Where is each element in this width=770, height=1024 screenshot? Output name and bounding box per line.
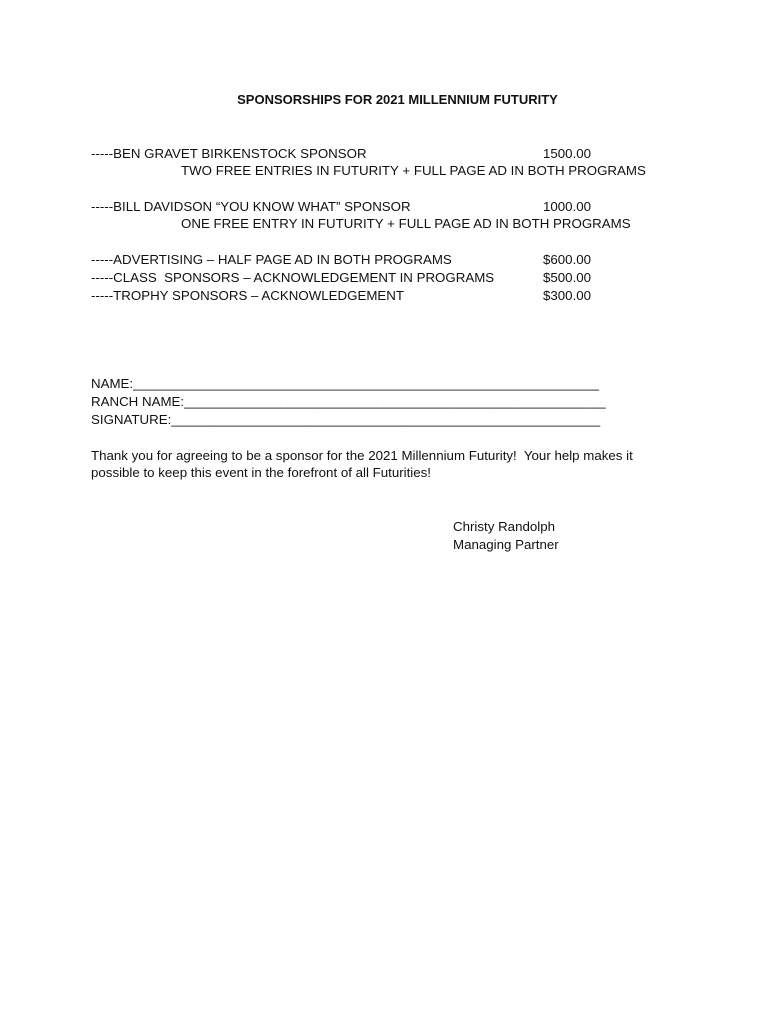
- item-amount: $500.00: [543, 270, 592, 285]
- ranch-name-label: RANCH NAME:: [91, 394, 185, 409]
- item-label: -----TROPHY SPONSORS – ACKNOWLEDGEMENT: [91, 288, 405, 303]
- name-line: _______________________________________________________________: [133, 376, 600, 391]
- signer-name: Christy Randolph: [453, 519, 555, 534]
- item-label: -----ADVERTISING – HALF PAGE AD IN BOTH PROGRAMS: [91, 252, 452, 267]
- thank-you-text: possible to keep this event in the forefront of all Futurities!: [91, 465, 431, 480]
- ranch-name-field[interactable]: [91, 393, 606, 411]
- sponsorship-amount: 1000.00: [543, 199, 592, 214]
- name-field[interactable]: [91, 375, 599, 393]
- signature-field[interactable]: [91, 411, 600, 429]
- sponsorship-label: -----BEN GRAVET BIRKENSTOCK SPONSOR: [91, 146, 367, 161]
- sponsorship-amount: 1500.00: [543, 146, 592, 161]
- item-amount: $300.00: [543, 288, 592, 303]
- signature-label: SIGNATURE:: [91, 412, 172, 427]
- item-label: -----CLASS SPONSORS – ACKNOWLEDGEMENT IN PROGRAMS: [91, 270, 495, 285]
- signer-title: Managing Partner: [453, 537, 559, 552]
- thank-you-text: Thank you for agreeing to be a sponsor for the 2021 Millennium Futurity! Your help makes it: [91, 448, 633, 463]
- name-label: NAME:: [91, 376, 134, 391]
- signature-line: __________________________________________________________: [171, 412, 601, 427]
- sponsorship-detail: ONE FREE ENTRY IN FUTURITY + FULL PAGE AD IN BOTH PROGRAMS: [181, 216, 631, 231]
- sponsorship-detail: TWO FREE ENTRIES IN FUTURITY + FULL PAGE AD IN BOTH PROGRAMS: [181, 163, 646, 178]
- page-title: SPONSORSHIPS FOR 2021 MILLENNIUM FUTURITY: [237, 92, 558, 107]
- sponsorship-label: -----BILL DAVIDSON “YOU KNOW WHAT” SPONSOR: [91, 199, 411, 214]
- ranch-name-line: _________________________________________________________: [184, 394, 606, 409]
- item-amount: $600.00: [543, 252, 592, 267]
